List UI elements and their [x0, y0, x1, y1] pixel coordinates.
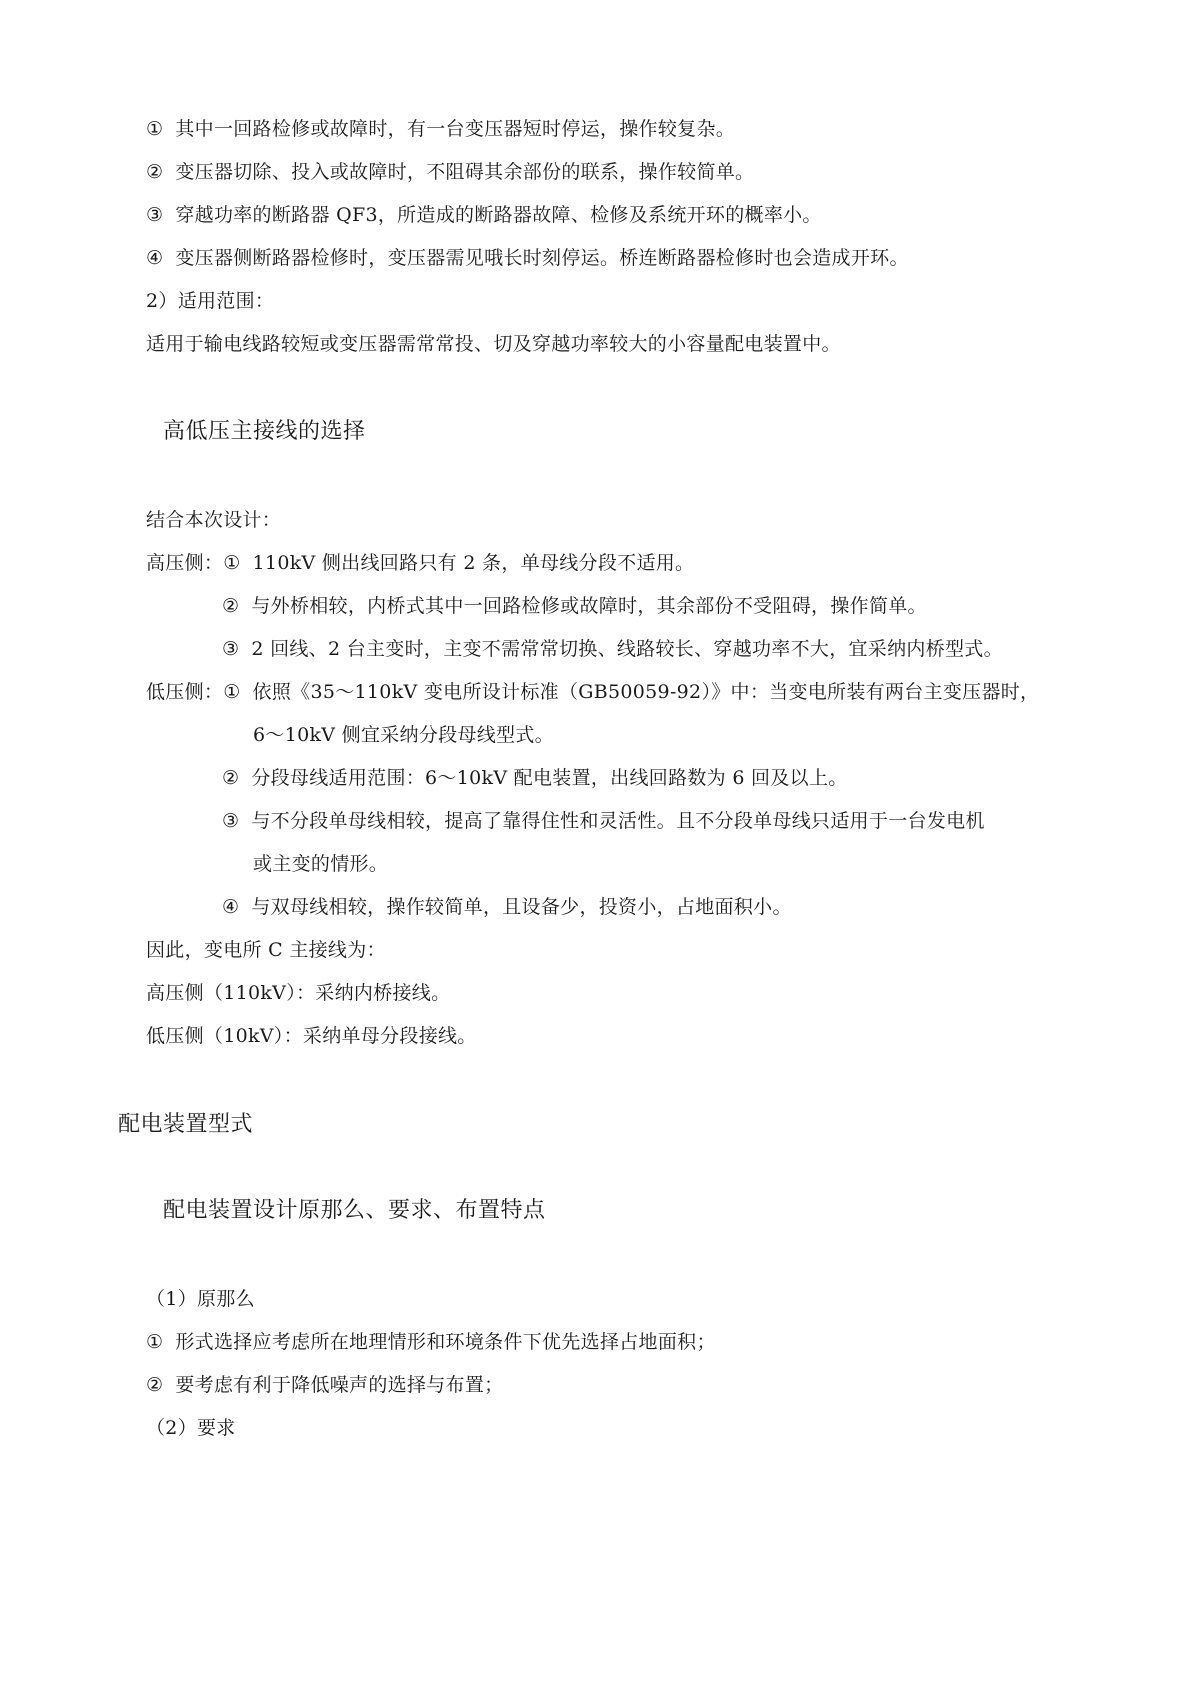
list-item — [146, 117, 735, 141]
subsection-heading: 配电装置设计原那么、要求、布置特点 — [163, 1198, 546, 1223]
item-continuation: 或主变的情形。 — [253, 853, 389, 875]
high-voltage-item — [222, 637, 1003, 661]
high-voltage-item — [146, 551, 694, 575]
list-item — [146, 1373, 503, 1397]
item-number: ③ — [146, 204, 164, 226]
item-number: ② — [146, 1374, 164, 1396]
item-text: 2 回线、2 台主变时，主变不需常常切换、线路较长、穿越功率不大，宜采纳内桥型式。 — [251, 638, 1003, 660]
section-heading: 高低压主接线的选择 — [163, 419, 366, 444]
scope-text: 适用于输电线路较短或变压器需常常投、切及穿越功率较大的小容量配电装置中。 — [146, 333, 841, 355]
list-item — [146, 160, 754, 184]
item-number: ② — [222, 595, 240, 617]
high-voltage-item — [222, 594, 927, 618]
item-text: 变压器侧断路器检修时，变压器需见哦长时刻停运。桥连断路器检修时也会造成开环。 — [175, 247, 909, 269]
item-number: ① — [146, 118, 164, 140]
item-text: 形式选择应考虑所在地理情形和环境条件下优先选择占地面积； — [175, 1331, 716, 1353]
item-number: ② — [146, 161, 164, 183]
list-item — [146, 203, 822, 227]
item-text: 变压器切除、投入或故障时，不阻碍其余部份的联系，操作较简单。 — [175, 161, 755, 183]
item-text: 穿越功率的断路器 QF3，所造成的断路器故障、检修及系统开环的概率小。 — [175, 204, 822, 226]
low-voltage-item — [222, 809, 985, 833]
item-text: 110kV 侧出线回路只有 2 条，单母线分段不适用。 — [252, 552, 695, 574]
item-number: ① — [223, 552, 241, 574]
item-text: 分段母线适用范围：6～10kV 配电装置，出线回路数为 6 回及以上。 — [251, 767, 848, 789]
requirement-label: （2）要求 — [146, 1417, 236, 1439]
intro-text: 结合本次设计： — [146, 509, 282, 531]
item-number: ④ — [146, 247, 164, 269]
item-number: ④ — [222, 896, 240, 918]
item-text: 依照《35～110kV 变电所设计标准（GB50059-92）》中：当变电所装有两台主变压器时， — [252, 681, 1040, 703]
result-low: 低压侧（10kV）：采纳单母分段接线。 — [146, 1025, 477, 1047]
item-number: ① — [223, 681, 241, 703]
list-item — [146, 246, 909, 270]
section-heading: 配电装置型式 — [118, 1112, 254, 1137]
low-voltage-item — [222, 895, 792, 919]
item-text: 其中一回路检修或故障时，有一台变压器短时停运，操作较复杂。 — [175, 118, 736, 140]
scope-label: 2）适用范围： — [146, 290, 275, 312]
item-number: ③ — [222, 638, 240, 660]
item-text: 与不分段单母线相较，提高了靠得住性和灵活性。且不分段单母线只适用于一台发电机 — [251, 810, 985, 832]
item-number: ③ — [222, 810, 240, 832]
low-voltage-item — [222, 766, 848, 790]
item-number: ② — [222, 767, 240, 789]
item-number: ① — [146, 1331, 164, 1353]
item-continuation: 6～10kV 侧宜采纳分段母线型式。 — [253, 724, 554, 746]
item-text: 与双母线相较，操作较简单，且设备少，投资小，占地面积小。 — [251, 896, 792, 918]
item-text: 与外桥相较，内桥式其中一回路检修或故障时，其余部份不受阻碍，操作简单。 — [251, 595, 927, 617]
list-item — [146, 1330, 716, 1354]
low-voltage-label: 低压侧： — [146, 681, 224, 703]
principle-label: （1）原那么 — [146, 1288, 255, 1310]
result-high: 高压侧（110kV）：采纳内桥接线。 — [146, 982, 451, 1004]
low-voltage-item — [146, 680, 1039, 704]
conclusion-text: 因此，变电所 C 主接线为： — [146, 939, 386, 961]
high-voltage-label: 高压侧： — [146, 552, 224, 574]
item-text: 要考虑有利于降低噪声的选择与布置； — [175, 1374, 504, 1396]
